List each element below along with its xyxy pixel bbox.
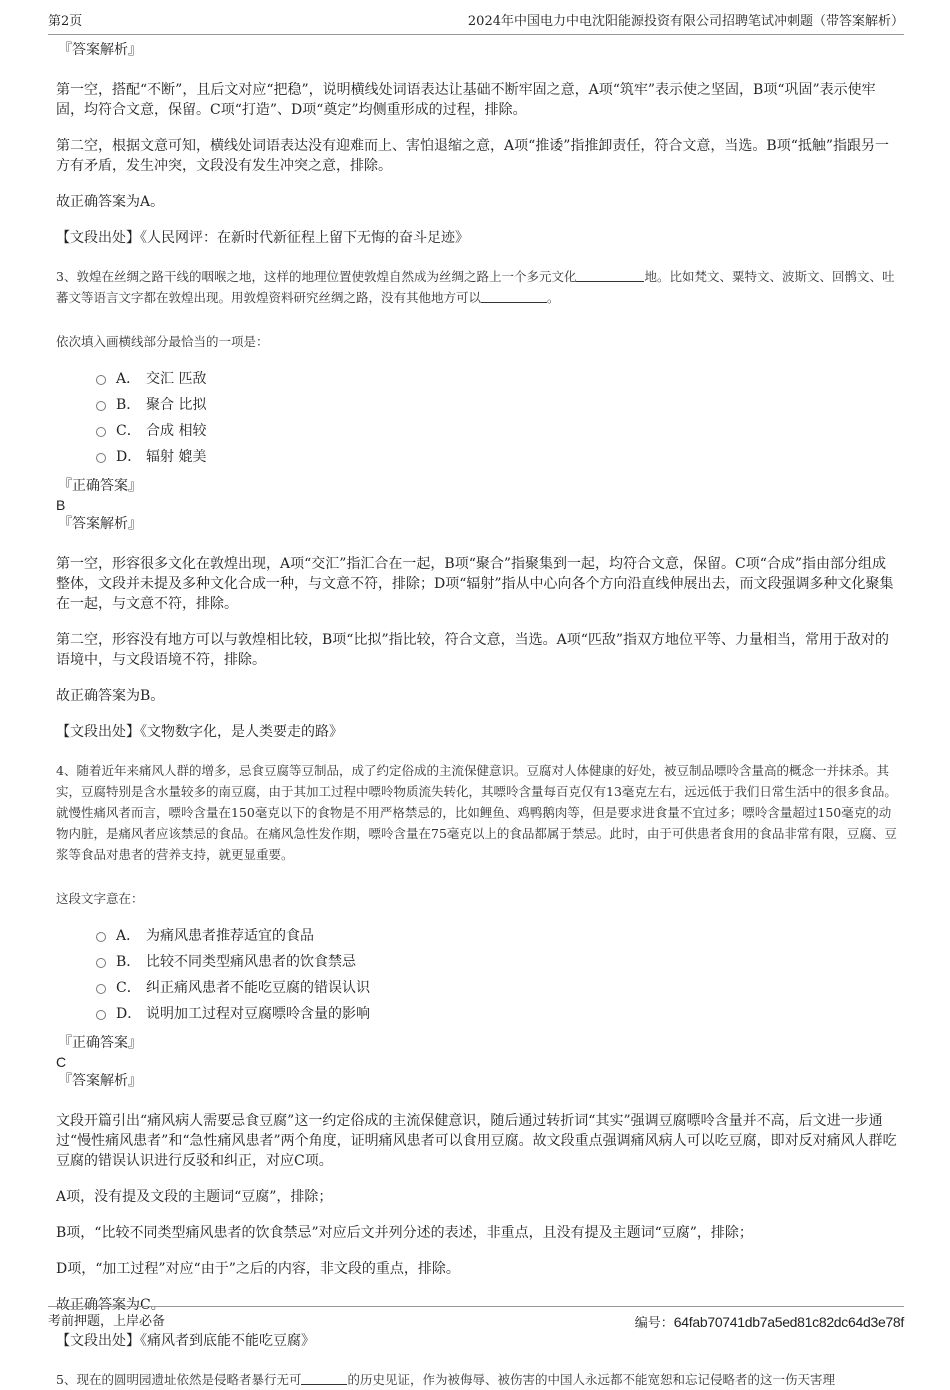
analysis-mark: 『答案解析』: [58, 42, 142, 58]
question-4-prompt: 这段文字意在：: [56, 891, 144, 906]
conclusion: 故正确答案为B。: [56, 688, 165, 704]
analysis-paragraph: B项，“比较不同类型痛风患者的饮食禁忌”对应后文并列分述的表述，非重点，且没有提及主题词“豆腐”，排除；: [56, 1225, 753, 1241]
correct-answer-mark: 『正确答案』: [58, 478, 142, 494]
conclusion: 故正确答案为C。: [56, 1297, 165, 1313]
analysis-paragraph: 文段开篇引出“痛风病人需要忌食豆腐”这一约定俗成的主流保健意识，随后通过转折词“其实”强调豆腐嘌呤含量并不高，后文进一步通过“慢性痛风患者”和“急性痛风患者”两个角度，证明痛风患者可以食用豆腐。故文段重点强调痛风病人可以吃豆腐，即对反对痛风人群吃豆腐的错误认识进行反驳和纠正，对应C项。: [56, 1113, 897, 1169]
document-code-label: 编号：: [634, 1316, 674, 1331]
source-citation: 【文段出处】《人民网评：在新时代新征程上留下无悔的奋斗足迹》: [56, 230, 469, 246]
analysis-mark: 『答案解析』: [58, 1073, 142, 1089]
correct-answer-mark: 『正确答案』: [58, 1035, 142, 1051]
document-code-value: 64fab70741db7a5ed81c82dc64d3e78f: [673, 1314, 904, 1330]
option-a[interactable]: A． 为痛风患者推荐适宜的食品: [96, 923, 898, 949]
radio-button-icon[interactable]: [96, 453, 106, 463]
option-d[interactable]: D． 辐射 媲美: [96, 444, 898, 470]
option-c[interactable]: C． 纠正痛风患者不能吃豆腐的错误认识: [96, 975, 898, 1001]
option-c[interactable]: C． 合成 相较: [96, 418, 898, 444]
radio-button-icon[interactable]: [96, 401, 106, 411]
option-a[interactable]: A． 交汇 匹敌: [96, 366, 898, 392]
analysis-paragraph: 第一空，形容很多文化在敦煌出现，A项“交汇”指汇合在一起，B项“聚合”指聚集到一起，均符合文意，保留。C项“合成”指由部分组成整体，文段并未提及多种文化合成一种，与文意不符，排除；D项“辐射”指从中心向各个方向沿直线伸展出去，而文段强调多种文化聚集在一起，与文意不符，排除。: [56, 556, 894, 612]
conclusion: 故正确答案为A。: [56, 194, 165, 210]
fill-blank: [481, 290, 547, 303]
question-3-text: 3、敦煌在丝绸之路干线的咽喉之地，这样的地理位置使敦煌自然成为丝绸之路上一个多元文化 地。比如梵文、粟特文、波斯文、回鹘文、吐蕃文等语言文字都在敦煌出现。用敦煌资料研究丝绸之路，没有其他地方可以 。: [56, 269, 895, 305]
radio-button-icon[interactable]: [96, 958, 106, 968]
radio-button-icon[interactable]: [96, 1010, 106, 1020]
question-4-options: [96, 923, 898, 1027]
option-b[interactable]: B． 比较不同类型痛风患者的饮食禁忌: [96, 949, 898, 975]
question-5-text: 5、现在的圆明园遗址依然是侵略者暴行无可 的历史见证，作为被侮辱、被伤害的中国人永远都不能宽恕和忘记侵略者的这一伤天害理: [56, 1372, 835, 1387]
question-3-prompt: 依次填入画横线部分最恰当的一项是：: [56, 334, 269, 349]
radio-button-icon[interactable]: [96, 932, 106, 942]
analysis-paragraph: 第一空，搭配“不断”，且后文对应“把稳”，说明横线处词语表达让基础不断牢固之意，A项“筑牢”表示使之坚固，B项“巩固”表示使牢固，均符合文意，保留。C项“打造”、D项“奠定”均侧重形成的过程，排除。: [56, 82, 876, 118]
correct-answer: C: [56, 1054, 67, 1070]
question-4-text: 4、随着近年来痛风人群的增多，忌食豆腐等豆制品，成了约定俗成的主流保健意识。豆腐对人体健康的好处，被豆制品嘌呤含量高的概念一并抹杀。其实，豆腐特别是含水量较多的南豆腐，由于其加工过程中嘌呤物质流失转化，其嘌呤含量每百克仅有13毫克左右，远远低于我们日常生活中的很多食品。就慢性痛风者而言，嘌呤含量在150毫克以下的食物是不用严格禁忌的，比如鲤鱼、鸡鸭鹅肉等，但是要求进食量不宜过多；嘌呤含量超过150毫克的动物内脏，是痛风者应该禁忌的食品。在痛风急性发作期，嘌呤含量在75毫克以上的食品都属于禁忌。此时，由于可供患者食用的食品非常有限，豆腐、豆浆等食品对患者的营养支持，就更显重要。: [56, 763, 897, 862]
option-d[interactable]: D． 说明加工过程对豆腐嘌呤含量的影响: [96, 1001, 898, 1027]
analysis-mark: 『答案解析』: [58, 516, 142, 532]
radio-button-icon[interactable]: [96, 427, 106, 437]
page-footer: [48, 1306, 904, 1333]
page-header: [48, 12, 904, 35]
fill-blank: [576, 269, 644, 282]
source-citation: 【文段出处】《痛风者到底能不能吃豆腐》: [56, 1333, 315, 1349]
fill-blank: [301, 1372, 347, 1385]
document-title: 2024年中国电力中电沈阳能源投资有限公司招聘笔试冲刺题（带答案解析）: [467, 14, 904, 29]
footer-slogan: 考前押题，上岸必备: [48, 1314, 166, 1329]
source-citation: 【文段出处】《文物数字化，是人类要走的路》: [56, 724, 343, 740]
analysis-paragraph: D项，“加工过程”对应“由于”之后的内容，非文段的重点，排除。: [56, 1261, 460, 1277]
question-3-options: [96, 366, 898, 470]
document-body: [56, 40, 898, 1390]
option-b[interactable]: B． 聚合 比拟: [96, 392, 898, 418]
correct-answer: B: [56, 497, 66, 513]
analysis-paragraph: A项，没有提及文段的主题词“豆腐”，排除；: [56, 1189, 333, 1205]
analysis-paragraph: 第二空，根据文意可知，横线处词语表达没有迎难而上、害怕退缩之意，A项“推诿”指推卸责任，符合文意，当选。B项“抵触”指跟另一方有矛盾，发生冲突，文段没有发生冲突之意，排除。: [56, 138, 890, 174]
analysis-paragraph: 第二空，形容没有地方可以与敦煌相比较，B项“比拟”指比较，符合文意，当选。A项“匹敌”指双方地位平等、力量相当，常用于敌对的语境中，与文段语境不符，排除。: [56, 632, 890, 668]
radio-button-icon[interactable]: [96, 984, 106, 994]
page-number: 第2页: [48, 14, 83, 29]
radio-button-icon[interactable]: [96, 375, 106, 385]
document-code: [635, 1311, 904, 1335]
